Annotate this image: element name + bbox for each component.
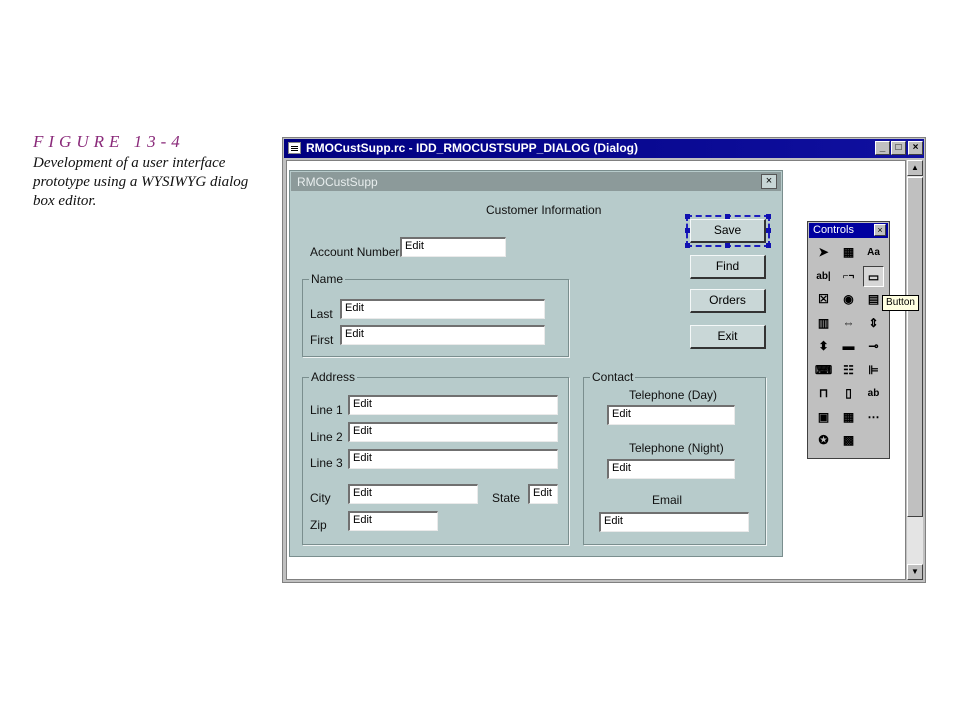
tool-edit-box-icon[interactable]: ab| [816,270,831,282]
line1-input[interactable]: Edit [348,395,558,415]
resize-handle[interactable] [685,243,690,248]
state-label: State [492,491,521,505]
scroll-down-button[interactable]: ▼ [907,564,923,580]
resize-handle[interactable] [685,228,690,233]
palette-title-bar[interactable] [809,223,888,238]
contact-group-label: Contact [592,370,634,384]
exit-button[interactable]: Exit [690,325,766,349]
close-button[interactable]: × [908,141,923,155]
tool-combo-box-icon[interactable]: ▤ [867,292,880,306]
figure-label: FIGURE 13-4 [33,132,185,151]
vertical-scrollbar[interactable] [907,160,923,580]
editor-title: RMOCustSupp.rc - IDD_RMOCUSTSUPP_DIALOG (Dialog) [306,141,639,155]
palette-title: Controls [813,224,854,236]
tool-list-control-icon[interactable]: ☷ [843,362,854,377]
document-icon [288,142,301,154]
dialog-heading: Customer Information [486,203,602,217]
scroll-up-button[interactable]: ▲ [907,160,923,176]
tool-tree-control-icon[interactable]: ⊫ [868,362,879,377]
address-group-label: Address [311,370,356,384]
resize-handle[interactable] [766,228,771,233]
tool-hot-key-icon[interactable]: ⌨ [814,362,833,377]
tool-radio-button-icon[interactable]: ◉ [843,292,854,306]
tool-progress-icon[interactable]: ▬ [842,339,855,353]
state-input[interactable]: Edit [528,484,558,504]
account-number-input[interactable]: Edit [400,237,506,257]
tool-rich-edit-icon[interactable]: ab [867,388,880,399]
resize-handle[interactable] [766,214,771,219]
maximize-button[interactable]: □ [891,141,906,155]
dialog-title: RMOCustSupp [297,175,378,189]
customer-dialog[interactable] [289,170,783,557]
tool-tab-control-icon[interactable]: ⊓ [818,386,829,400]
tool-extended-combo-icon[interactable]: ▩ [842,433,855,447]
telephone-day-input[interactable]: Edit [607,405,735,425]
zip-input[interactable]: Edit [348,511,438,531]
button-tooltip: Button [882,295,919,311]
editor-title-bar[interactable] [284,139,924,158]
tool-horizontal-scroll-icon[interactable]: ⇔ [842,315,855,330]
palette-close-button[interactable]: × [874,224,886,236]
first-name-input[interactable]: Edit [340,325,545,345]
resize-handle[interactable] [685,214,690,219]
minimize-button[interactable]: _ [875,141,890,155]
controls-palette[interactable] [807,221,890,459]
tool-static-text-icon[interactable]: Aa [867,247,880,258]
resize-handle[interactable] [725,243,730,248]
zip-label: Zip [310,518,327,532]
email-input[interactable]: Edit [599,512,749,532]
tool-button-icon[interactable]: ▭ [863,266,884,287]
figure-caption: Development of a user interface prototype using a WYSIWYG dialog box editor. [33,155,249,209]
line3-label: Line 3 [310,456,343,470]
selection-frame[interactable] [686,215,770,247]
last-name-label: Last [310,307,333,321]
telephone-night-input[interactable]: Edit [607,459,735,479]
line3-input[interactable]: Edit [348,449,558,469]
resize-handle[interactable] [766,243,771,248]
last-name-input[interactable]: Edit [340,299,545,319]
city-input[interactable]: Edit [348,484,478,504]
tool-check-box-icon[interactable]: ☒ [818,292,829,306]
tool-list-box-icon[interactable]: ▥ [817,315,830,330]
telephone-night-label: Telephone (Night) [629,441,724,455]
save-button[interactable]: Save [690,219,766,243]
scroll-thumb[interactable] [907,177,923,517]
telephone-day-label: Telephone (Day) [629,388,718,402]
tool-pointer-icon[interactable]: ➤ [818,245,829,259]
name-group-label: Name [311,272,344,286]
find-button[interactable]: Find [690,255,766,279]
city-label: City [310,491,331,505]
dialog-title-bar[interactable] [291,172,781,191]
account-number-label: Account Number [310,245,400,259]
tool-animate-icon[interactable]: ▯ [845,386,852,400]
first-name-label: First [310,333,334,347]
orders-button[interactable]: Orders [690,289,766,313]
tool-custom-control-icon[interactable]: ✪ [818,433,829,447]
tool-vertical-scroll-icon[interactable]: ⇕ [868,315,879,330]
tool-group-box-icon[interactable]: ⌐¬ [842,270,855,282]
line2-input[interactable]: Edit [348,422,558,442]
dialog-close-button[interactable]: × [761,174,777,189]
tool-slider-icon[interactable]: ⊸ [868,339,879,353]
tool-date-picker-icon[interactable]: ▣ [817,409,830,424]
email-label: Email [652,493,683,507]
tool-picture-icon[interactable]: ▦ [842,245,855,259]
line2-label: Line 2 [310,430,343,444]
tool-ip-address-icon[interactable]: ⋯ [867,409,880,424]
tool-calendar-icon[interactable]: ▦ [842,409,855,424]
line1-label: Line 1 [310,403,343,417]
resize-handle[interactable] [725,214,730,219]
tool-spin-icon[interactable]: ⬍ [818,339,829,353]
